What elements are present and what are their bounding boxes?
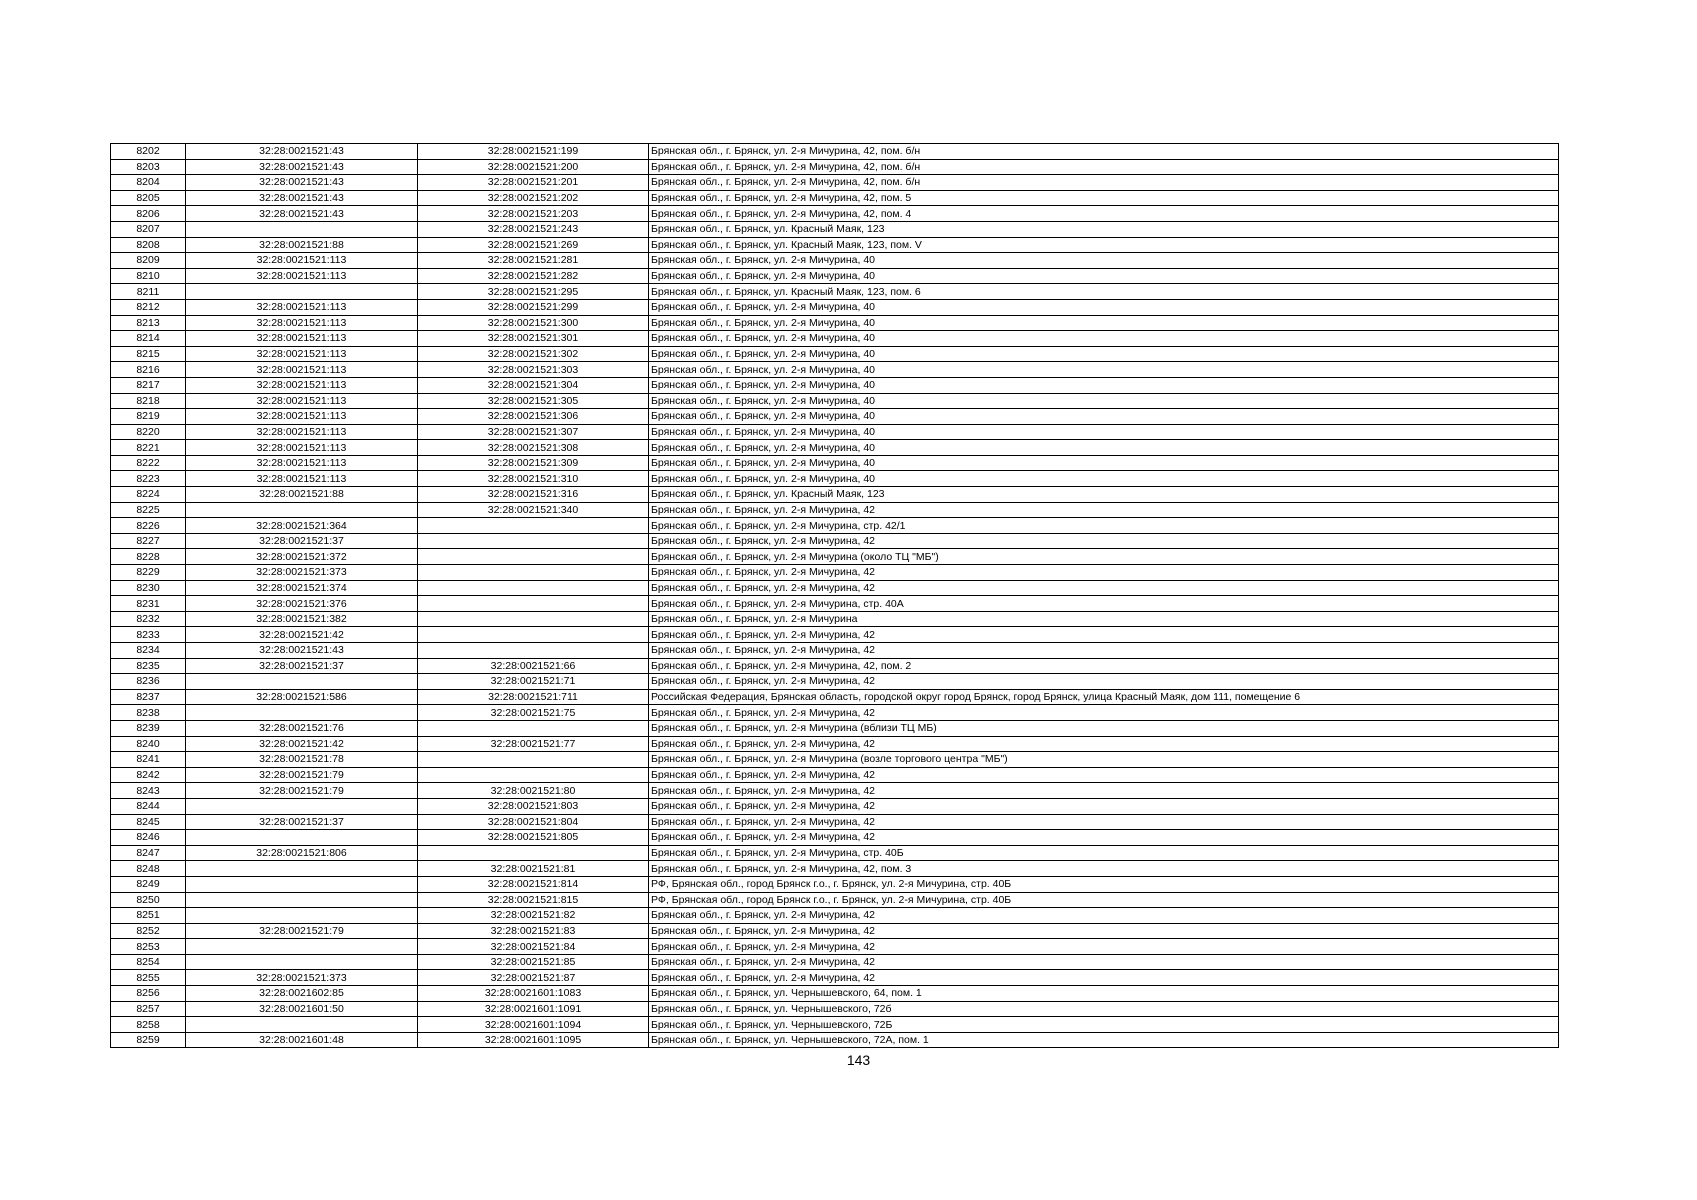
object-cadastral-number-cell: 32:28:0021521:87 xyxy=(418,970,649,986)
object-cadastral-number-cell: 32:28:0021521:71 xyxy=(418,674,649,690)
parcel-cadastral-number-cell: 32:28:0021521:374 xyxy=(186,580,418,596)
row-number-cell: 8246 xyxy=(111,830,186,846)
object-cadastral-number-cell: 32:28:0021521:305 xyxy=(418,393,649,409)
table-row xyxy=(111,752,1559,768)
address-cell: Брянская обл., г. Брянск, ул. 2-я Мичурина, 42 xyxy=(649,767,1559,783)
row-number-cell: 8224 xyxy=(111,487,186,503)
parcel-cadastral-number-cell: 32:28:0021521:79 xyxy=(186,923,418,939)
object-cadastral-number-cell: 32:28:0021601:1094 xyxy=(418,1017,649,1033)
table-row xyxy=(111,190,1559,206)
row-number-cell: 8237 xyxy=(111,689,186,705)
table-row xyxy=(111,970,1559,986)
object-cadastral-number-cell: 32:28:0021521:200 xyxy=(418,159,649,175)
table-row xyxy=(111,674,1559,690)
row-number-cell: 8250 xyxy=(111,892,186,908)
parcel-cadastral-number-cell xyxy=(186,674,418,690)
address-cell: Брянская обл., г. Брянск, ул. 2-я Мичурина, стр. 40Б xyxy=(649,845,1559,861)
object-cadastral-number-cell xyxy=(418,752,649,768)
address-cell: Брянская обл., г. Брянск, ул. 2-я Мичурина, 40 xyxy=(649,455,1559,471)
table-row xyxy=(111,331,1559,347)
parcel-cadastral-number-cell: 32:28:0021521:364 xyxy=(186,518,418,534)
row-number-cell: 8251 xyxy=(111,908,186,924)
row-number-cell: 8223 xyxy=(111,471,186,487)
address-cell: Брянская обл., г. Брянск, ул. 2-я Мичурина, 40 xyxy=(649,362,1559,378)
table-row xyxy=(111,346,1559,362)
parcel-cadastral-number-cell: 32:28:0021521:43 xyxy=(186,643,418,659)
table-row xyxy=(111,221,1559,237)
object-cadastral-number-cell: 32:28:0021521:303 xyxy=(418,362,649,378)
registry-table xyxy=(110,143,1559,1048)
parcel-cadastral-number-cell: 32:28:0021521:113 xyxy=(186,471,418,487)
object-cadastral-number-cell: 32:28:0021521:66 xyxy=(418,658,649,674)
row-number-cell: 8205 xyxy=(111,190,186,206)
parcel-cadastral-number-cell xyxy=(186,221,418,237)
table-row xyxy=(111,487,1559,503)
table-row xyxy=(111,455,1559,471)
parcel-cadastral-number-cell: 32:28:0021521:88 xyxy=(186,487,418,503)
table-row xyxy=(111,1032,1559,1048)
parcel-cadastral-number-cell: 32:28:0021521:376 xyxy=(186,596,418,612)
row-number-cell: 8235 xyxy=(111,658,186,674)
table-row xyxy=(111,533,1559,549)
row-number-cell: 8248 xyxy=(111,861,186,877)
row-number-cell: 8234 xyxy=(111,643,186,659)
table-row xyxy=(111,1017,1559,1033)
object-cadastral-number-cell: 32:28:0021521:309 xyxy=(418,455,649,471)
row-number-cell: 8222 xyxy=(111,455,186,471)
table-row xyxy=(111,409,1559,425)
table-row xyxy=(111,783,1559,799)
object-cadastral-number-cell: 32:28:0021521:340 xyxy=(418,502,649,518)
row-number-cell: 8215 xyxy=(111,346,186,362)
parcel-cadastral-number-cell: 32:28:0021521:42 xyxy=(186,736,418,752)
object-cadastral-number-cell xyxy=(418,627,649,643)
parcel-cadastral-number-cell: 32:28:0021521:586 xyxy=(186,689,418,705)
table-row xyxy=(111,549,1559,565)
address-cell: Брянская обл., г. Брянск, ул. 2-я Мичурина, 42 xyxy=(649,627,1559,643)
address-cell: Брянская обл., г. Брянск, ул. 2-я Мичурина, 42, пом. б/н xyxy=(649,175,1559,191)
address-cell: Брянская обл., г. Брянск, ул. 2-я Мичурина (около ТЦ "МБ") xyxy=(649,549,1559,565)
object-cadastral-number-cell: 32:28:0021601:1091 xyxy=(418,1001,649,1017)
table-row xyxy=(111,377,1559,393)
table-row xyxy=(111,954,1559,970)
parcel-cadastral-number-cell: 32:28:0021521:43 xyxy=(186,159,418,175)
object-cadastral-number-cell: 32:28:0021521:310 xyxy=(418,471,649,487)
address-cell: Брянская обл., г. Брянск, ул. 2-я Мичурина, 42 xyxy=(649,783,1559,799)
table-row xyxy=(111,284,1559,300)
object-cadastral-number-cell: 32:28:0021521:308 xyxy=(418,440,649,456)
row-number-cell: 8221 xyxy=(111,440,186,456)
address-cell: Российская Федерация, Брянская область, городской округ город Брянск, город Брянск, улица Красный Маяк, дом 111, помещение 6 xyxy=(649,689,1559,705)
parcel-cadastral-number-cell xyxy=(186,939,418,955)
table-row xyxy=(111,986,1559,1002)
row-number-cell: 8211 xyxy=(111,284,186,300)
table-row xyxy=(111,393,1559,409)
row-number-cell: 8225 xyxy=(111,502,186,518)
row-number-cell: 8256 xyxy=(111,986,186,1002)
table-row xyxy=(111,315,1559,331)
object-cadastral-number-cell xyxy=(418,549,649,565)
row-number-cell: 8214 xyxy=(111,331,186,347)
table-row xyxy=(111,814,1559,830)
address-cell: Брянская обл., г. Брянск, ул. 2-я Мичурина, 40 xyxy=(649,440,1559,456)
table-row xyxy=(111,144,1559,160)
parcel-cadastral-number-cell xyxy=(186,284,418,300)
address-cell: Брянская обл., г. Брянск, ул. 2-я Мичурина, 42, пом. б/н xyxy=(649,144,1559,160)
parcel-cadastral-number-cell: 32:28:0021521:79 xyxy=(186,783,418,799)
parcel-cadastral-number-cell: 32:28:0021521:78 xyxy=(186,752,418,768)
table-row xyxy=(111,611,1559,627)
table-row xyxy=(111,689,1559,705)
table-row xyxy=(111,268,1559,284)
object-cadastral-number-cell: 32:28:0021521:300 xyxy=(418,315,649,331)
address-cell: Брянская обл., г. Брянск, ул. 2-я Мичурина, 42 xyxy=(649,814,1559,830)
table-row xyxy=(111,845,1559,861)
parcel-cadastral-number-cell: 32:28:0021521:113 xyxy=(186,440,418,456)
address-cell: Брянская обл., г. Брянск, ул. 2-я Мичурина, 40 xyxy=(649,315,1559,331)
object-cadastral-number-cell xyxy=(418,565,649,581)
row-number-cell: 8252 xyxy=(111,923,186,939)
address-cell: Брянская обл., г. Брянск, ул. Красный Маяк, 123 xyxy=(649,221,1559,237)
address-cell: Брянская обл., г. Брянск, ул. 2-я Мичурина, 42, пом. 4 xyxy=(649,206,1559,222)
table-row xyxy=(111,830,1559,846)
table-row xyxy=(111,424,1559,440)
row-number-cell: 8206 xyxy=(111,206,186,222)
address-cell: Брянская обл., г. Брянск, ул. Чернышевского, 64, пом. 1 xyxy=(649,986,1559,1002)
row-number-cell: 8255 xyxy=(111,970,186,986)
object-cadastral-number-cell: 32:28:0021521:269 xyxy=(418,237,649,253)
object-cadastral-number-cell: 32:28:0021521:803 xyxy=(418,798,649,814)
table-row xyxy=(111,175,1559,191)
parcel-cadastral-number-cell: 32:28:0021521:43 xyxy=(186,175,418,191)
address-cell: Брянская обл., г. Брянск, ул. 2-я Мичурина, 42 xyxy=(649,908,1559,924)
table-row xyxy=(111,253,1559,269)
parcel-cadastral-number-cell: 32:28:0021601:48 xyxy=(186,1032,418,1048)
row-number-cell: 8259 xyxy=(111,1032,186,1048)
parcel-cadastral-number-cell: 32:28:0021521:113 xyxy=(186,253,418,269)
row-number-cell: 8232 xyxy=(111,611,186,627)
row-number-cell: 8230 xyxy=(111,580,186,596)
address-cell: Брянская обл., г. Брянск, ул. 2-я Мичурина, 40 xyxy=(649,299,1559,315)
address-cell: Брянская обл., г. Брянск, ул. Красный Маяк, 123, пом. V xyxy=(649,237,1559,253)
row-number-cell: 8210 xyxy=(111,268,186,284)
row-number-cell: 8247 xyxy=(111,845,186,861)
object-cadastral-number-cell: 32:28:0021521:243 xyxy=(418,221,649,237)
table-row xyxy=(111,798,1559,814)
address-cell: Брянская обл., г. Брянск, ул. 2-я Мичурина, 42 xyxy=(649,970,1559,986)
object-cadastral-number-cell: 32:28:0021521:77 xyxy=(418,736,649,752)
row-number-cell: 8241 xyxy=(111,752,186,768)
row-number-cell: 8258 xyxy=(111,1017,186,1033)
table-row xyxy=(111,767,1559,783)
address-cell: РФ, Брянская обл., город Брянск г.о., г. Брянск, ул. 2-я Мичурина, стр. 40Б xyxy=(649,876,1559,892)
parcel-cadastral-number-cell: 32:28:0021521:113 xyxy=(186,315,418,331)
parcel-cadastral-number-cell xyxy=(186,798,418,814)
row-number-cell: 8209 xyxy=(111,253,186,269)
address-cell: Брянская обл., г. Брянск, ул. 2-я Мичурина, 42, пом. 5 xyxy=(649,190,1559,206)
address-cell: Брянская обл., г. Брянск, ул. 2-я Мичурина (возле торгового центра "МБ") xyxy=(649,752,1559,768)
parcel-cadastral-number-cell: 32:28:0021521:43 xyxy=(186,190,418,206)
object-cadastral-number-cell: 32:28:0021521:304 xyxy=(418,377,649,393)
row-number-cell: 8245 xyxy=(111,814,186,830)
parcel-cadastral-number-cell: 32:28:0021521:42 xyxy=(186,627,418,643)
address-cell: Брянская обл., г. Брянск, ул. 2-я Мичурина, 42 xyxy=(649,502,1559,518)
parcel-cadastral-number-cell: 32:28:0021521:113 xyxy=(186,424,418,440)
row-number-cell: 8242 xyxy=(111,767,186,783)
address-cell: Брянская обл., г. Брянск, ул. 2-я Мичурина xyxy=(649,611,1559,627)
row-number-cell: 8236 xyxy=(111,674,186,690)
address-cell: Брянская обл., г. Брянск, ул. 2-я Мичурина, 42, пом. 3 xyxy=(649,861,1559,877)
row-number-cell: 8238 xyxy=(111,705,186,721)
parcel-cadastral-number-cell xyxy=(186,705,418,721)
object-cadastral-number-cell: 32:28:0021521:307 xyxy=(418,424,649,440)
row-number-cell: 8229 xyxy=(111,565,186,581)
parcel-cadastral-number-cell: 32:28:0021521:113 xyxy=(186,331,418,347)
address-cell: Брянская обл., г. Брянск, ул. 2-я Мичурина, стр. 42/1 xyxy=(649,518,1559,534)
parcel-cadastral-number-cell: 32:28:0021521:113 xyxy=(186,455,418,471)
table-row xyxy=(111,892,1559,908)
table-row xyxy=(111,580,1559,596)
parcel-cadastral-number-cell xyxy=(186,876,418,892)
object-cadastral-number-cell: 32:28:0021521:82 xyxy=(418,908,649,924)
row-number-cell: 8218 xyxy=(111,393,186,409)
object-cadastral-number-cell: 32:28:0021521:805 xyxy=(418,830,649,846)
parcel-cadastral-number-cell: 32:28:0021521:373 xyxy=(186,565,418,581)
row-number-cell: 8240 xyxy=(111,736,186,752)
row-number-cell: 8227 xyxy=(111,533,186,549)
address-cell: Брянская обл., г. Брянск, ул. 2-я Мичурина, 40 xyxy=(649,268,1559,284)
parcel-cadastral-number-cell: 32:28:0021601:50 xyxy=(186,1001,418,1017)
address-cell: Брянская обл., г. Брянск, ул. 2-я Мичурина, 42 xyxy=(649,705,1559,721)
row-number-cell: 8220 xyxy=(111,424,186,440)
row-number-cell: 8219 xyxy=(111,409,186,425)
parcel-cadastral-number-cell: 32:28:0021521:113 xyxy=(186,299,418,315)
address-cell: Брянская обл., г. Брянск, ул. Красный Маяк, 123, пом. 6 xyxy=(649,284,1559,300)
table-row xyxy=(111,565,1559,581)
table-row xyxy=(111,908,1559,924)
object-cadastral-number-cell: 32:28:0021521:202 xyxy=(418,190,649,206)
parcel-cadastral-number-cell xyxy=(186,954,418,970)
row-number-cell: 8226 xyxy=(111,518,186,534)
table-row xyxy=(111,923,1559,939)
object-cadastral-number-cell: 32:28:0021521:83 xyxy=(418,923,649,939)
address-cell: Брянская обл., г. Брянск, ул. 2-я Мичурина, 42 xyxy=(649,736,1559,752)
parcel-cadastral-number-cell xyxy=(186,908,418,924)
table-row xyxy=(111,471,1559,487)
table-row xyxy=(111,939,1559,955)
table-row xyxy=(111,1001,1559,1017)
address-cell: Брянская обл., г. Брянск, ул. 2-я Мичурина, 42 xyxy=(649,954,1559,970)
address-cell: Брянская обл., г. Брянск, ул. 2-я Мичурина, 42 xyxy=(649,923,1559,939)
address-cell: Брянская обл., г. Брянск, ул. 2-я Мичурина, 42 xyxy=(649,565,1559,581)
row-number-cell: 8212 xyxy=(111,299,186,315)
object-cadastral-number-cell xyxy=(418,767,649,783)
parcel-cadastral-number-cell xyxy=(186,830,418,846)
registry-table-body xyxy=(111,144,1559,1048)
table-row xyxy=(111,502,1559,518)
parcel-cadastral-number-cell: 32:28:0021521:113 xyxy=(186,268,418,284)
object-cadastral-number-cell: 32:28:0021521:295 xyxy=(418,284,649,300)
row-number-cell: 8249 xyxy=(111,876,186,892)
table-row xyxy=(111,159,1559,175)
object-cadastral-number-cell: 32:28:0021521:316 xyxy=(418,487,649,503)
address-cell: Брянская обл., г. Брянск, ул. 2-я Мичурина, стр. 40А xyxy=(649,596,1559,612)
address-cell: Брянская обл., г. Брянск, ул. 2-я Мичурина, 42 xyxy=(649,674,1559,690)
address-cell: Брянская обл., г. Брянск, ул. Чернышевского, 72б xyxy=(649,1001,1559,1017)
parcel-cadastral-number-cell xyxy=(186,1017,418,1033)
row-number-cell: 8213 xyxy=(111,315,186,331)
address-cell: РФ, Брянская обл., город Брянск г.о., г. Брянск, ул. 2-я Мичурина, стр. 40Б xyxy=(649,892,1559,908)
row-number-cell: 8204 xyxy=(111,175,186,191)
address-cell: Брянская обл., г. Брянск, ул. 2-я Мичурина, 40 xyxy=(649,409,1559,425)
address-cell: Брянская обл., г. Брянск, ул. 2-я Мичурина, 40 xyxy=(649,377,1559,393)
parcel-cadastral-number-cell xyxy=(186,502,418,518)
row-number-cell: 8254 xyxy=(111,954,186,970)
parcel-cadastral-number-cell xyxy=(186,892,418,908)
address-cell: Брянская обл., г. Брянск, ул. 2-я Мичурина, 42 xyxy=(649,533,1559,549)
object-cadastral-number-cell: 32:28:0021521:815 xyxy=(418,892,649,908)
row-number-cell: 8217 xyxy=(111,377,186,393)
row-number-cell: 8208 xyxy=(111,237,186,253)
address-cell: Брянская обл., г. Брянск, ул. 2-я Мичурина, 42 xyxy=(649,580,1559,596)
table-row xyxy=(111,658,1559,674)
object-cadastral-number-cell xyxy=(418,845,649,861)
object-cadastral-number-cell xyxy=(418,580,649,596)
parcel-cadastral-number-cell: 32:28:0021521:76 xyxy=(186,720,418,736)
object-cadastral-number-cell: 32:28:0021521:814 xyxy=(418,876,649,892)
parcel-cadastral-number-cell: 32:28:0021521:43 xyxy=(186,206,418,222)
object-cadastral-number-cell: 32:28:0021521:301 xyxy=(418,331,649,347)
parcel-cadastral-number-cell: 32:28:0021521:372 xyxy=(186,549,418,565)
row-number-cell: 8216 xyxy=(111,362,186,378)
object-cadastral-number-cell xyxy=(418,518,649,534)
parcel-cadastral-number-cell xyxy=(186,861,418,877)
object-cadastral-number-cell: 32:28:0021521:80 xyxy=(418,783,649,799)
parcel-cadastral-number-cell: 32:28:0021521:113 xyxy=(186,346,418,362)
object-cadastral-number-cell: 32:28:0021601:1095 xyxy=(418,1032,649,1048)
address-cell: Брянская обл., г. Брянск, ул. Чернышевского, 72А, пом. 1 xyxy=(649,1032,1559,1048)
row-number-cell: 8231 xyxy=(111,596,186,612)
parcel-cadastral-number-cell: 32:28:0021521:113 xyxy=(186,393,418,409)
object-cadastral-number-cell: 32:28:0021601:1083 xyxy=(418,986,649,1002)
address-cell: Брянская обл., г. Брянск, ул. 2-я Мичурина (вблизи ТЦ МБ) xyxy=(649,720,1559,736)
row-number-cell: 8257 xyxy=(111,1001,186,1017)
object-cadastral-number-cell: 32:28:0021521:85 xyxy=(418,954,649,970)
address-cell: Брянская обл., г. Брянск, ул. 2-я Мичурина, 40 xyxy=(649,331,1559,347)
address-cell: Брянская обл., г. Брянск, ул. 2-я Мичурина, 42, пом. 2 xyxy=(649,658,1559,674)
row-number-cell: 8202 xyxy=(111,144,186,160)
object-cadastral-number-cell: 32:28:0021521:306 xyxy=(418,409,649,425)
table-row xyxy=(111,643,1559,659)
parcel-cadastral-number-cell: 32:28:0021521:806 xyxy=(186,845,418,861)
table-row xyxy=(111,736,1559,752)
object-cadastral-number-cell: 32:28:0021521:81 xyxy=(418,861,649,877)
parcel-cadastral-number-cell: 32:28:0021521:113 xyxy=(186,362,418,378)
address-cell: Брянская обл., г. Брянск, ул. 2-я Мичурина, 42 xyxy=(649,939,1559,955)
table-row xyxy=(111,206,1559,222)
object-cadastral-number-cell xyxy=(418,533,649,549)
parcel-cadastral-number-cell: 32:28:0021521:79 xyxy=(186,767,418,783)
parcel-cadastral-number-cell: 32:28:0021521:37 xyxy=(186,814,418,830)
parcel-cadastral-number-cell: 32:28:0021602:85 xyxy=(186,986,418,1002)
object-cadastral-number-cell xyxy=(418,643,649,659)
address-cell: Брянская обл., г. Брянск, ул. 2-я Мичурина, 40 xyxy=(649,346,1559,362)
parcel-cadastral-number-cell: 32:28:0021521:88 xyxy=(186,237,418,253)
table-row xyxy=(111,876,1559,892)
table-row xyxy=(111,362,1559,378)
object-cadastral-number-cell: 32:28:0021521:804 xyxy=(418,814,649,830)
row-number-cell: 8233 xyxy=(111,627,186,643)
table-row xyxy=(111,861,1559,877)
table-row xyxy=(111,705,1559,721)
table-row xyxy=(111,518,1559,534)
parcel-cadastral-number-cell: 32:28:0021521:113 xyxy=(186,377,418,393)
object-cadastral-number-cell: 32:28:0021521:299 xyxy=(418,299,649,315)
address-cell: Брянская обл., г. Брянск, ул. 2-я Мичурина, 40 xyxy=(649,471,1559,487)
object-cadastral-number-cell: 32:28:0021521:75 xyxy=(418,705,649,721)
row-number-cell: 8203 xyxy=(111,159,186,175)
object-cadastral-number-cell: 32:28:0021521:199 xyxy=(418,144,649,160)
address-cell: Брянская обл., г. Брянск, ул. 2-я Мичурина, 40 xyxy=(649,424,1559,440)
row-number-cell: 8239 xyxy=(111,720,186,736)
object-cadastral-number-cell: 32:28:0021521:302 xyxy=(418,346,649,362)
table-row xyxy=(111,720,1559,736)
address-cell: Брянская обл., г. Брянск, ул. 2-я Мичурина, 40 xyxy=(649,253,1559,269)
address-cell: Брянская обл., г. Брянск, ул. Чернышевского, 72Б xyxy=(649,1017,1559,1033)
object-cadastral-number-cell: 32:28:0021521:84 xyxy=(418,939,649,955)
parcel-cadastral-number-cell: 32:28:0021521:373 xyxy=(186,970,418,986)
object-cadastral-number-cell xyxy=(418,596,649,612)
address-cell: Брянская обл., г. Брянск, ул. 2-я Мичурина, 42 xyxy=(649,643,1559,659)
object-cadastral-number-cell: 32:28:0021521:282 xyxy=(418,268,649,284)
parcel-cadastral-number-cell: 32:28:0021521:382 xyxy=(186,611,418,627)
row-number-cell: 8243 xyxy=(111,783,186,799)
object-cadastral-number-cell xyxy=(418,611,649,627)
row-number-cell: 8228 xyxy=(111,549,186,565)
parcel-cadastral-number-cell: 32:28:0021521:43 xyxy=(186,144,418,160)
parcel-cadastral-number-cell: 32:28:0021521:37 xyxy=(186,533,418,549)
table-row xyxy=(111,440,1559,456)
row-number-cell: 8253 xyxy=(111,939,186,955)
parcel-cadastral-number-cell: 32:28:0021521:113 xyxy=(186,409,418,425)
page-number: 143 xyxy=(846,1052,871,1068)
object-cadastral-number-cell: 32:28:0021521:201 xyxy=(418,175,649,191)
row-number-cell: 8244 xyxy=(111,798,186,814)
row-number-cell: 8207 xyxy=(111,221,186,237)
address-cell: Брянская обл., г. Брянск, ул. 2-я Мичурина, 42 xyxy=(649,798,1559,814)
table-row xyxy=(111,299,1559,315)
address-cell: Брянская обл., г. Брянск, ул. 2-я Мичурина, 40 xyxy=(649,393,1559,409)
address-cell: Брянская обл., г. Брянск, ул. 2-я Мичурина, 42 xyxy=(649,830,1559,846)
table-row xyxy=(111,596,1559,612)
address-cell: Брянская обл., г. Брянск, ул. Красный Маяк, 123 xyxy=(649,487,1559,503)
object-cadastral-number-cell: 32:28:0021521:281 xyxy=(418,253,649,269)
object-cadastral-number-cell: 32:28:0021521:711 xyxy=(418,689,649,705)
table-row xyxy=(111,237,1559,253)
address-cell: Брянская обл., г. Брянск, ул. 2-я Мичурина, 42, пом. б/н xyxy=(649,159,1559,175)
object-cadastral-number-cell: 32:28:0021521:203 xyxy=(418,206,649,222)
table-row xyxy=(111,627,1559,643)
parcel-cadastral-number-cell: 32:28:0021521:37 xyxy=(186,658,418,674)
object-cadastral-number-cell xyxy=(418,720,649,736)
